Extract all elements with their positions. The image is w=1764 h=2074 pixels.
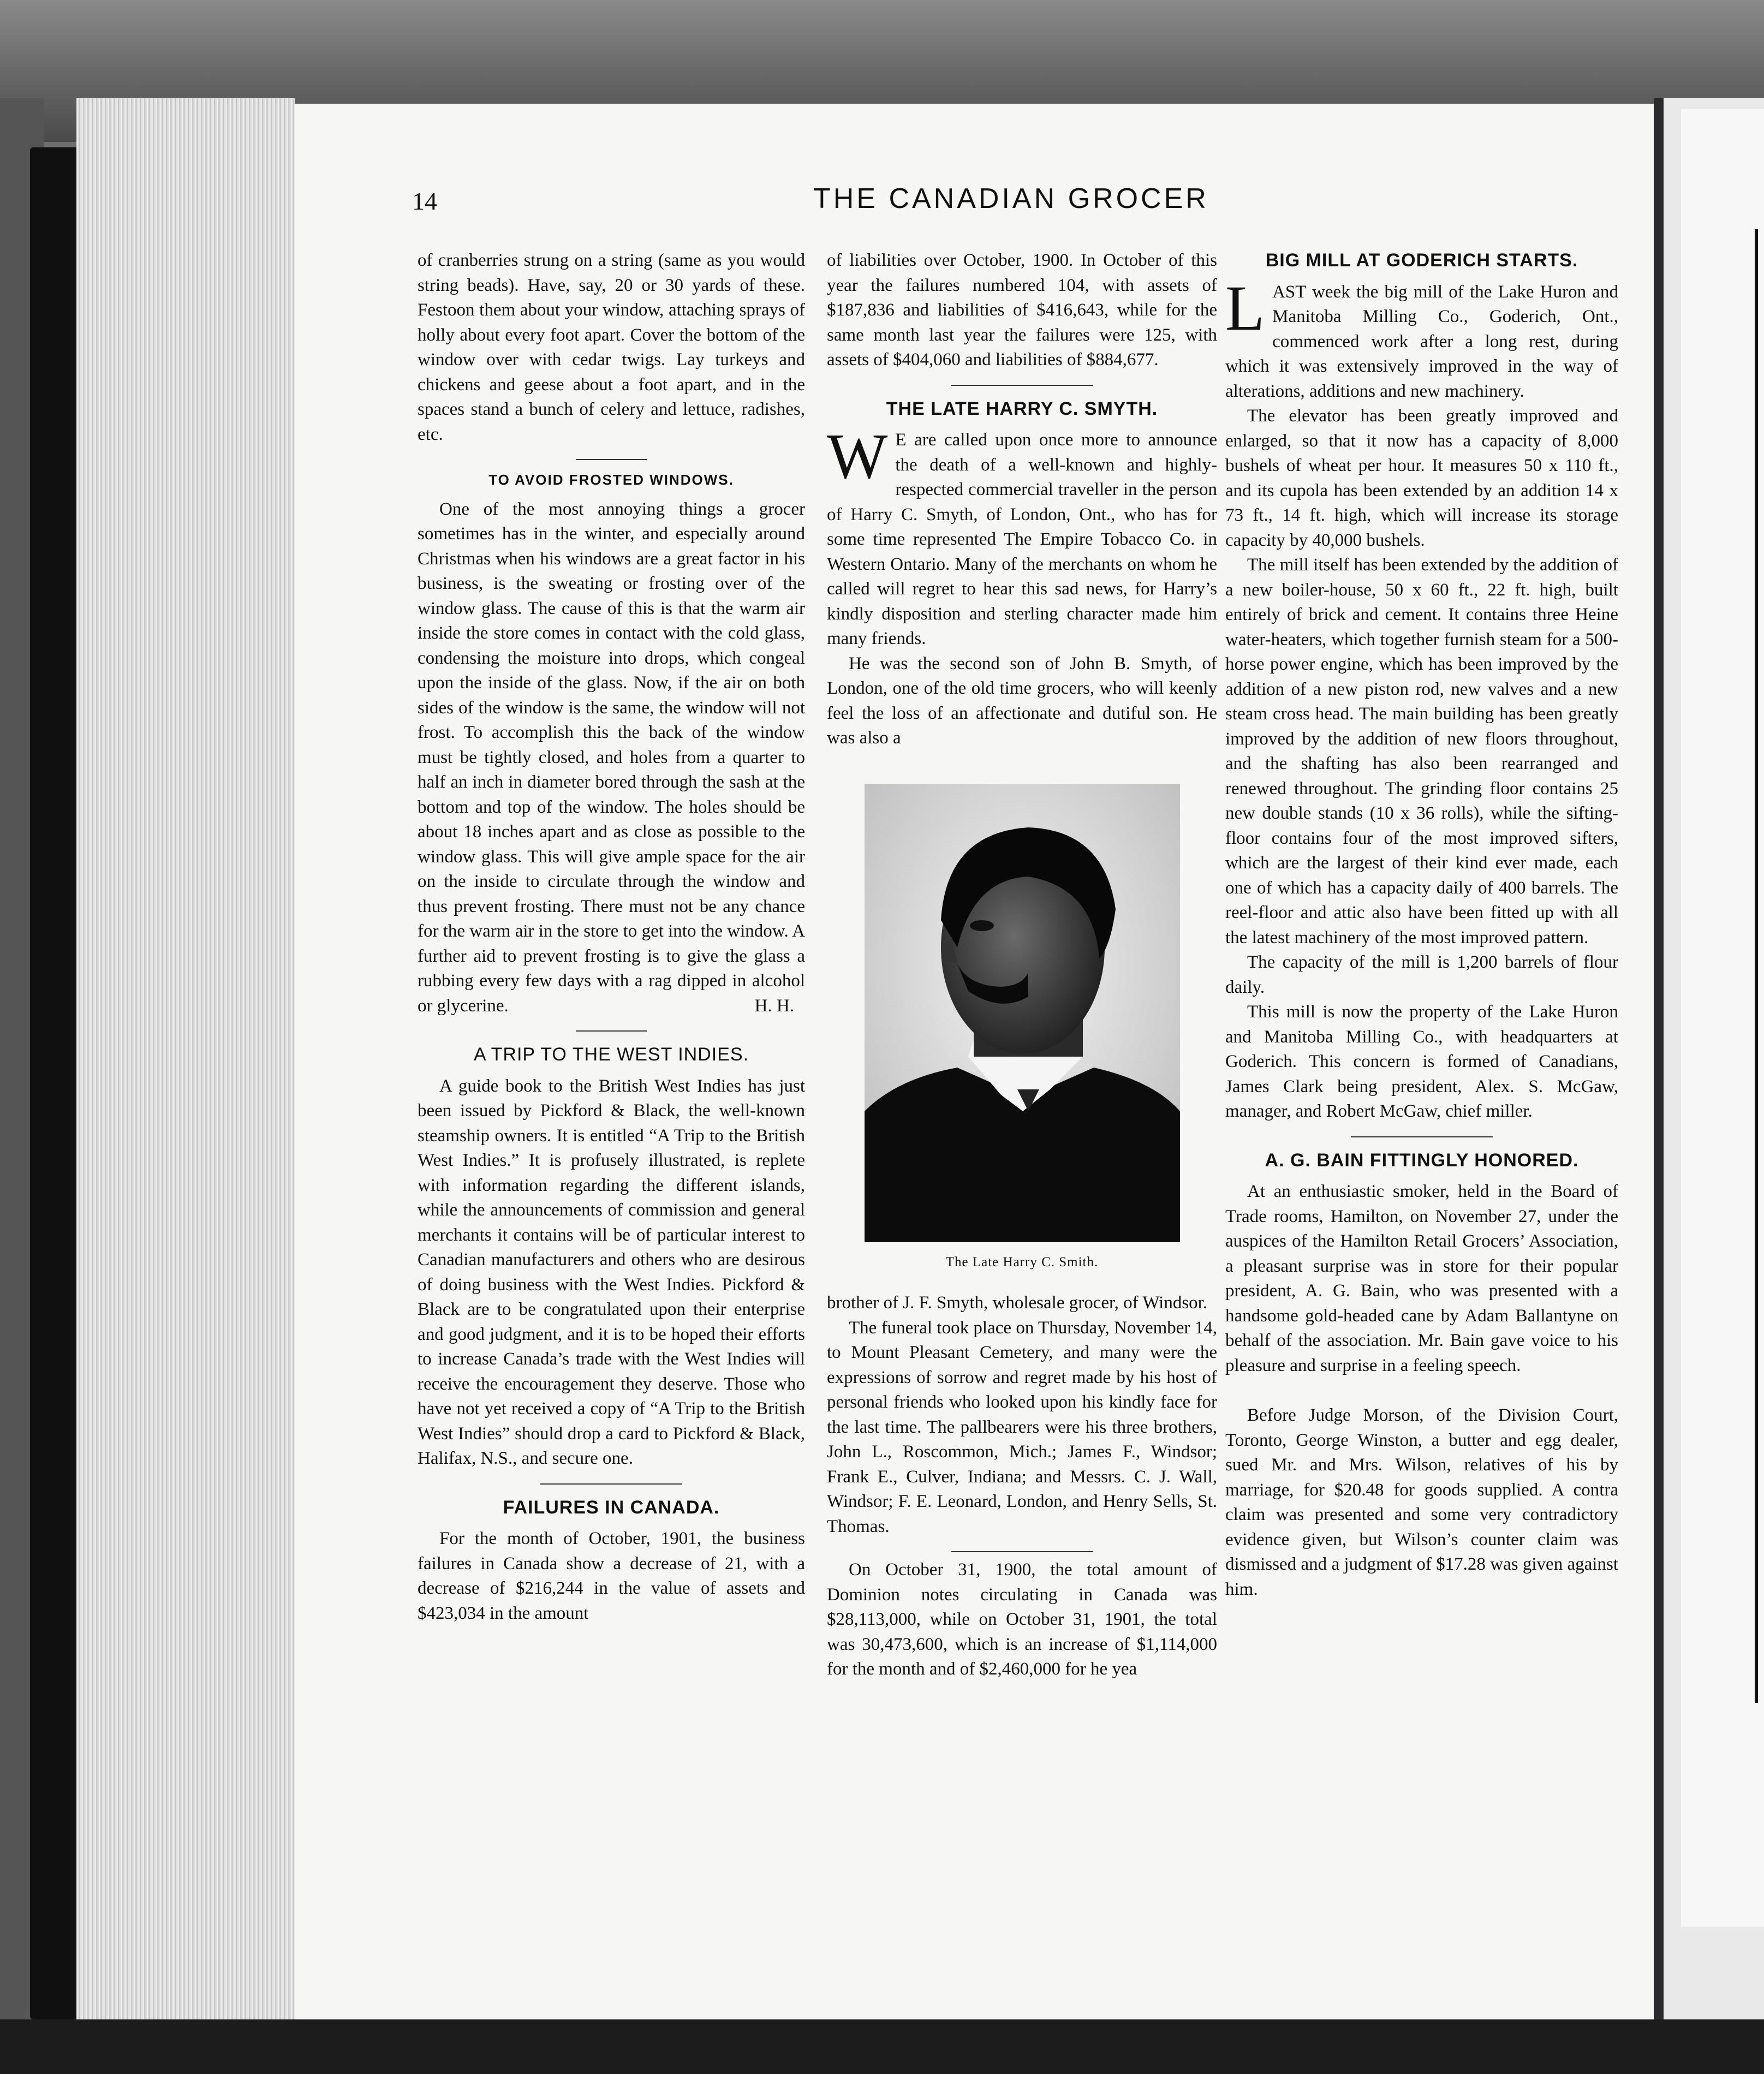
drop-cap: L — [1225, 272, 1265, 344]
window-display-paragraph: of cranberries strung on a string (same as you would string beads). Have, say, 20 or 30 yards of these. Festoon them about your window, attaching sprays of holly about every foot apart. Cover the bottom of the window over with cedar twigs. Lay turkeys and chickens and geese about a foot apart, and in the spaces stand a bunch of celery and lettuce, radishes, etc. — [418, 251, 805, 444]
failures-continued: of liabilities over October, 1900. In October of this year the failures numbered 104, with assets of $187,836 and liabilities of $416,643, while for the same month last year the failures were 125, with assets of $404,060 and liabilities of $884,677. — [827, 251, 1217, 369]
trip-paragraph: A guide book to the British West Indies has just been issued by Pickford & Black, the well-known steamship owners. It is entitled “A Trip to the British West Indies.” It is profusely illustrated, is replete with information regarding the different islands, while the announcements of commission and general merchants it contains will be of particular interest to Canadian manufacturers and others who are desirous of doing business with the West Indies. Pickford & Black are to be congratulated upon their enterprise and good judgment, and it is to be hoped their efforts to increase Canada’s trade with the West Indies will receive the encouragement they deserve. Those who have not yet received a copy of “A Trip to the British West Indies” should drop a card to Pickford & Black, Halifax, N.S., and secure one. — [418, 1076, 805, 1468]
divider — [951, 385, 1093, 386]
mill-paragraph-4: The capacity of the mill is 1,200 barrels of flour daily. — [1225, 952, 1618, 997]
smyth-paragraph-3: brother of J. F. Smyth, wholesale grocer, of Windsor. — [827, 1293, 1208, 1313]
scan-background-bottom — [0, 2019, 1764, 2074]
divider — [951, 1551, 1093, 1552]
frost-paragraph — [418, 497, 805, 1019]
bain-heading: A. G. BAIN FITTINGLY HONORED. — [1265, 1149, 1579, 1171]
mill-paragraph-1 — [1225, 272, 1618, 404]
divider — [1351, 1136, 1493, 1137]
running-head — [295, 183, 1654, 236]
book-page-stack — [76, 98, 295, 2019]
divider — [540, 1483, 682, 1485]
page-number: 14 — [412, 187, 437, 215]
smyth-paragraph-4: The funeral took place on Thursday, November 14, to Mount Pleasant Cemetery, and many were the expressions of sorrow and regret made by his host of personal friends who looked upon his kindly face for the last time. The pallbearers were his three brothers, John L., Roscommon, Mich.; James F., Windsor; Frank E., Culver, Indiana; and Messrs. C. J. Wall, Windsor; F. E. Leonard, London, and Henry Sells, St. Thomas. — [827, 1318, 1217, 1536]
mill-paragraph-5: This mill is now the property of the Lake Huron and Manitoba Milling Co., with headquarters at Goderich. This concern is formed of Canadians, James Clark being president, Alex. S. McGaw, manager, and Robert McGaw, chief miller. — [1225, 1002, 1618, 1121]
page — [295, 104, 1654, 2019]
frost-heading: TO AVOID FROSTED WINDOWS. — [488, 472, 734, 488]
trip-heading: A TRIP TO THE WEST INDIES. — [473, 1044, 749, 1065]
column-3 — [1225, 248, 1618, 1602]
divider — [576, 1030, 647, 1032]
smyth-heading: THE LATE HARRY C. SMYTH. — [886, 398, 1158, 419]
column-2 — [827, 248, 1217, 1682]
column-1 — [418, 248, 805, 1626]
book-cover-edge — [30, 147, 76, 2019]
mill-p1-text: AST week the big mill of the Lake Huron and Manitoba Milling Co., Goderich, Ont., commenced work after a long rest, during which it was extensively improved in the way of alterations, additions and new machinery. — [1225, 282, 1618, 401]
portrait-photo — [865, 784, 1180, 1242]
frost-text: One of the most annoying things a grocer sometimes has in the winter, and especially around Christmas when his windows are a great factor in his business, is the sweating or frosting over of the window glass. The cause of this is that the warm air inside the store comes in contact with the cold glass, condensing the moisture into drops, which congeal upon the inside of the glass. Now, if the air on both sides of the window is the same, the window will not frost. To accomplish this the back of the window must be tightly closed, and holes from a quarter to half an inch in diameter bored through the sash at the bottom and top of the window. The holes should be about 18 inches apart and as close as possible to the window glass. This will give ample space for the air on the inside to circulate through the window and thus prevent frosting. There must not be any chance for the warm air in the store to get into the window. A further aid to prevent frosting is to give the glass a rubbing every few days with a rag dipped in alcohol or glycerine. — [418, 499, 805, 1016]
frost-signature: H. H. — [754, 996, 794, 1016]
portrait-image — [865, 784, 1180, 1242]
mill-heading: BIG MILL AT GODERICH STARTS. — [1265, 250, 1578, 271]
divider — [576, 459, 647, 460]
book-gutter — [1654, 98, 1664, 2019]
bain-paragraph: At an enthusiastic smoker, held in the Board of Trade rooms, Hamilton, on November 27, under the auspices of the Hamilton Retail Grocers’ Association, a pleasant surprise was in store for their popular president, A. G. Bain, who was presented with a handsome gold-headed cane by Adam Ballantyne on behalf of the association. Mr. Bain gave voice to his pleasure and surprise in a feeling speech. — [1225, 1182, 1618, 1375]
journal-title: THE CANADIAN GROCER — [813, 183, 1209, 214]
photo-caption: The Late Harry C. Smith. — [945, 1254, 1099, 1270]
dominion-notes-paragraph: On October 31, 1900, the total amount of Dominion notes circulating in Canada was $28,113,000, while on October 31, 1901, the total was 30,473,600, which is an increase of $1,114,000 for the month and of $2,460,000 for he yea — [827, 1560, 1217, 1679]
drop-cap: W — [827, 420, 888, 492]
smyth-paragraph-2: He was the second son of John B. Smyth, of London, one of the old time grocers, who will keenly feel the loss of an affectionate and dutiful son. He was also a — [827, 653, 1217, 748]
smyth-p1-text: E are called upon once more to announce the death of a well-known and highly-respected commercial traveller in the person of Harry C. Smyth, of London, Ont., who has for some time represented The Empire Tobacco Co. in Western Ontario. Many of the merchants on whom he called will regret to hear this sad news, for Harry’s kindly disposition and sterling character made him many friends. — [827, 430, 1217, 648]
court-paragraph: Before Judge Morson, of the Division Court, Toronto, George Winston, a butter and egg dealer, sued Mr. and Mrs. Wilson, relatives of his by marriage, for $20.48 for goods supplied. A contra claim was presented and some very contradictory evidence given, but Wilson’s counter claim was dismissed and a judgment of $17.28 was given against him. — [1225, 1405, 1618, 1599]
failures-paragraph: For the month of October, 1901, the business failures in Canada show a decrease of 21, with a decrease of $216,244 in the value of assets and $423,034 in the amount — [418, 1529, 805, 1623]
facing-page-frame — [1755, 229, 1764, 1703]
mill-paragraph-3: The mill itself has been extended by the addition of a new boiler-house, 50 x 60 ft., 22 ft. high, built entirely of brick and cement. It contains three Heine water-heaters, which together furnish steam for a 500-horse power engine, which has been improved by the addition of a new piston rod, new valves and a new steam cross head. The main building has been greatly improved by the addition of new floors throughout, and the shafting has also been rearranged and renewed throughout. The grinding floor contains 25 new double stands (10 x 36 rolls), while the sifting-floor contains four of the most improved sifters, which are the largest of their kind ever made, each one of which has a capacity daily of 400 barrels. The reel-floor and attic also have been fitted up with all the latest machinery of the most improved pattern. — [1225, 555, 1618, 947]
mill-paragraph-2: The elevator has been greatly improved and enlarged, so that it now has a capacity of 8,000 bushels of wheat per hour. It measures 50 x 110 ft., and its cupola has been extended by an addition 14 x 73 ft., 14 ft. high, which will increase its storage capacity by 40,000 bushels. — [1225, 406, 1618, 550]
facing-page-inner — [1681, 109, 1764, 1927]
failures-heading: FAILURES IN CANADA. — [503, 1497, 720, 1518]
smyth-paragraph-1 — [827, 420, 1217, 652]
